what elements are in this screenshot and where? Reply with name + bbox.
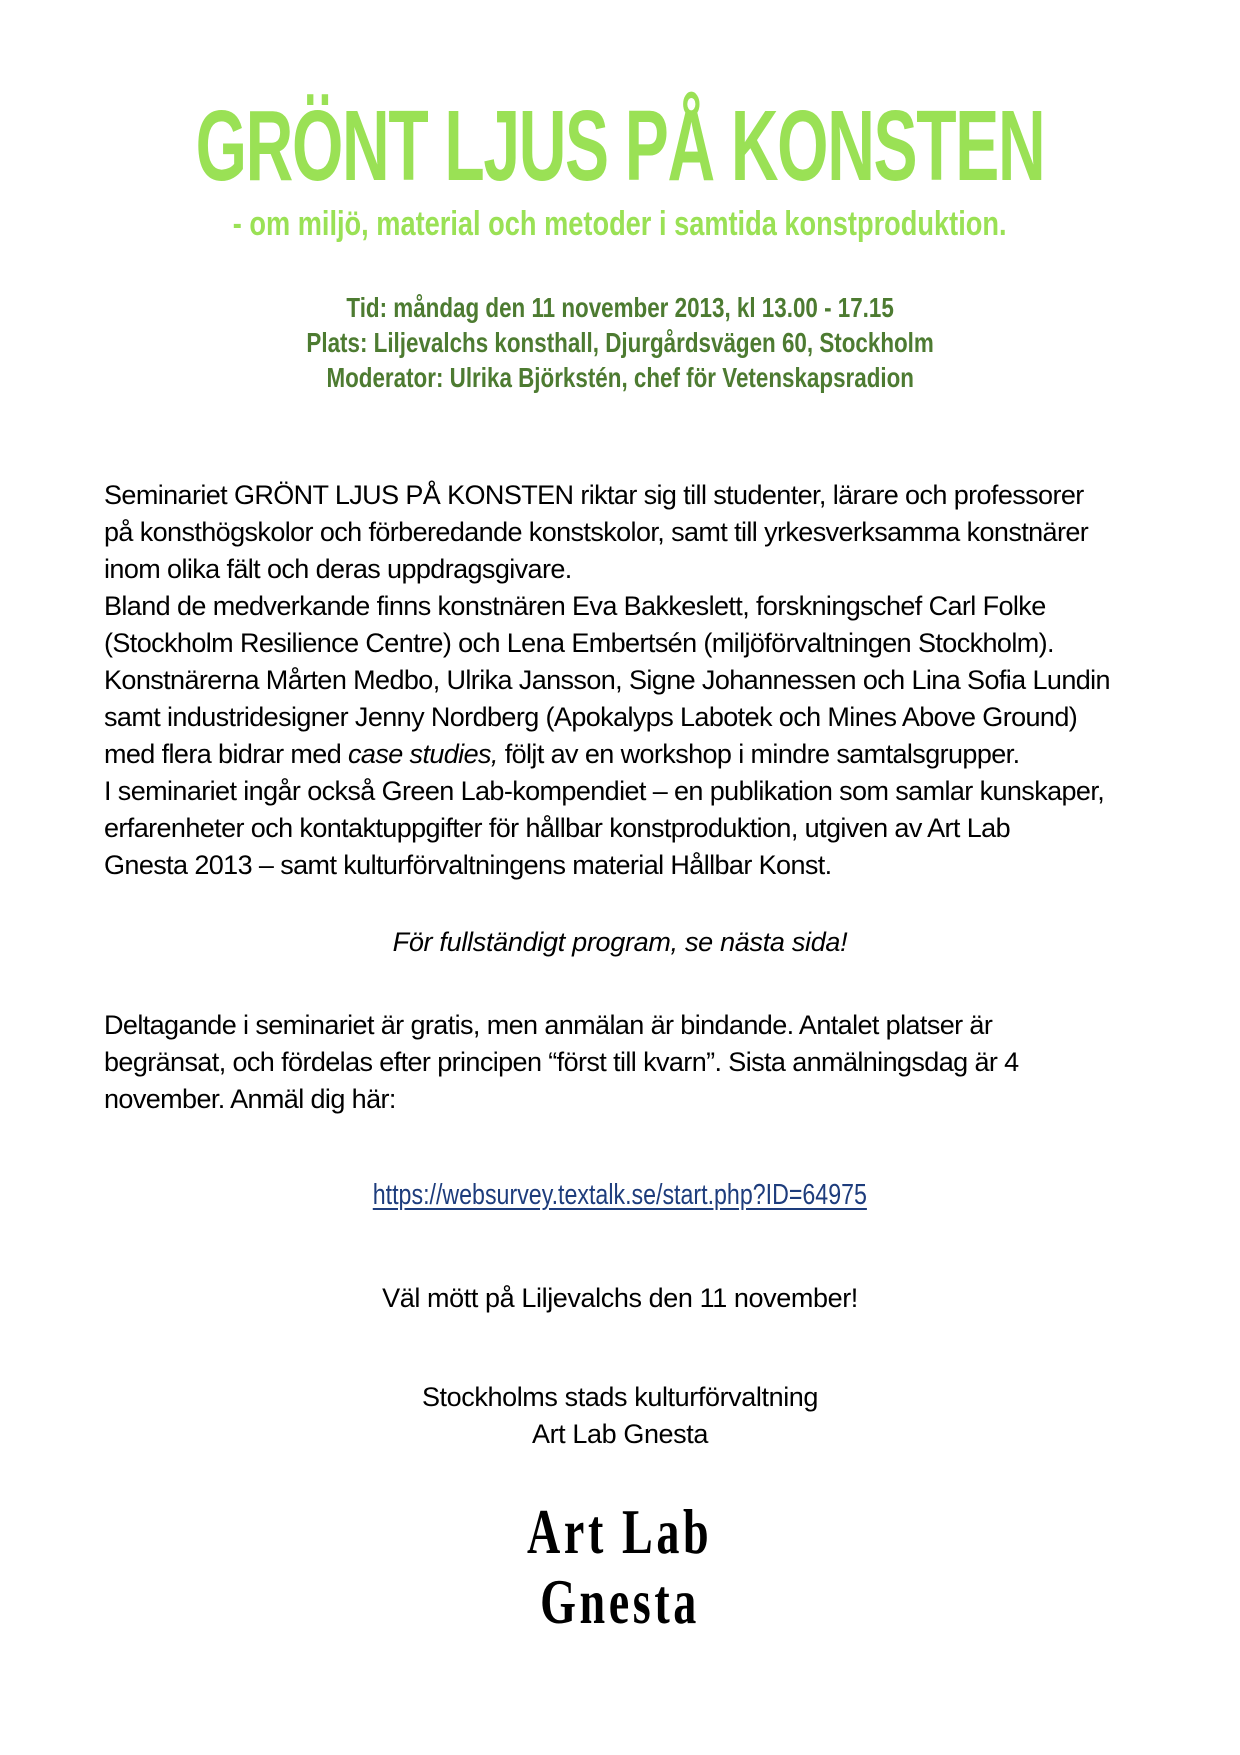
text-line: Gnesta 2013 – samt kulturförvaltningens material Hållbar Konst.: [104, 850, 832, 880]
text-line: Seminariet GRÖNT LJUS PÅ KONSTEN riktar sig till studenter, lärare och professorer: [104, 480, 1084, 510]
program-note: För fullständigt program, se nästa sida!: [392, 927, 848, 957]
text-line: samt industridesigner Jenny Nordberg (Apokalyps Labotek och Mines Above Ground): [104, 702, 1078, 732]
body-text: [104, 477, 1136, 884]
event-info-block: [0, 290, 1240, 395]
logo-line-1: Art Lab: [527, 1496, 713, 1567]
subtitle-row: [0, 196, 1240, 244]
text-line: I seminariet ingår också Green Lab-kompendiet – en publikation som samlar kunskaper,: [104, 776, 1105, 806]
text-line: erfarenheter och kontaktuppgifter för hållbar konstproduktion, utgiven av Art Lab: [104, 813, 1010, 843]
organizer-city: Stockholms stads kulturförvaltning: [421, 1382, 819, 1412]
event-time: Tid: måndag den 11 november 2013, kl 13.00 - 17.15: [346, 292, 894, 323]
text-line: (Stockholm Resilience Centre) och Lena Embertsén (miljöförvaltningen Stockholm).: [104, 628, 1054, 658]
farewell-line: Väl mött på Liljevalchs den 11 november!: [382, 1283, 858, 1313]
text-line: på konsthögskolor och förberedande konstskolor, samt till yrkesverksamma konstnärer: [104, 517, 1089, 547]
organizer-artlab: Art Lab Gnesta: [531, 1419, 708, 1449]
text-line: Bland de medverkande finns konstnären Eva Bakkeslett, forskningschef Carl Folke: [104, 591, 1046, 621]
signup-link-row: [0, 1176, 1240, 1214]
title-row: [0, 0, 1240, 202]
signup-link[interactable]: https://websurvey.textalk.se/start.php?ID=64975: [372, 1179, 868, 1211]
event-location: Plats: Liljevalchs konsthall, Djurgårdsvägen 60, Stockholm: [306, 327, 934, 358]
text-line: Konstnärerna Mårten Medbo, Ulrika Jansson, Signe Johannessen och Lina Sofia Lundin: [104, 665, 1110, 695]
logo-line-2: Gnesta: [540, 1566, 700, 1637]
text-line: november. Anmäl dig här:: [104, 1084, 396, 1114]
art-lab-gnesta-logo: [0, 1497, 1240, 1637]
page-title: GRÖNT LJUS PÅ KONSTEN: [195, 90, 1045, 202]
registration-text: [104, 1007, 1136, 1118]
page-subtitle: - om miljö, material och metoder i samtida konstproduktion.: [233, 205, 1007, 243]
organizers-block: [0, 1379, 1240, 1453]
text-line: inom olika fält och deras uppdragsgivare.: [104, 554, 572, 584]
text-line: Deltagande i seminariet är gratis, men anmälan är bindande. Antalet platser är: [104, 1010, 993, 1040]
text-line: med flera bidrar med case studies, följt av en workshop i mindre samtalsgrupper.: [104, 739, 1020, 769]
event-moderator: Moderator: Ulrika Björkstén, chef för Vetenskapsradion: [326, 362, 914, 393]
text-line: begränsat, och fördelas efter principen “först till kvarn”. Sista anmälningsdag är 4: [104, 1047, 1019, 1077]
